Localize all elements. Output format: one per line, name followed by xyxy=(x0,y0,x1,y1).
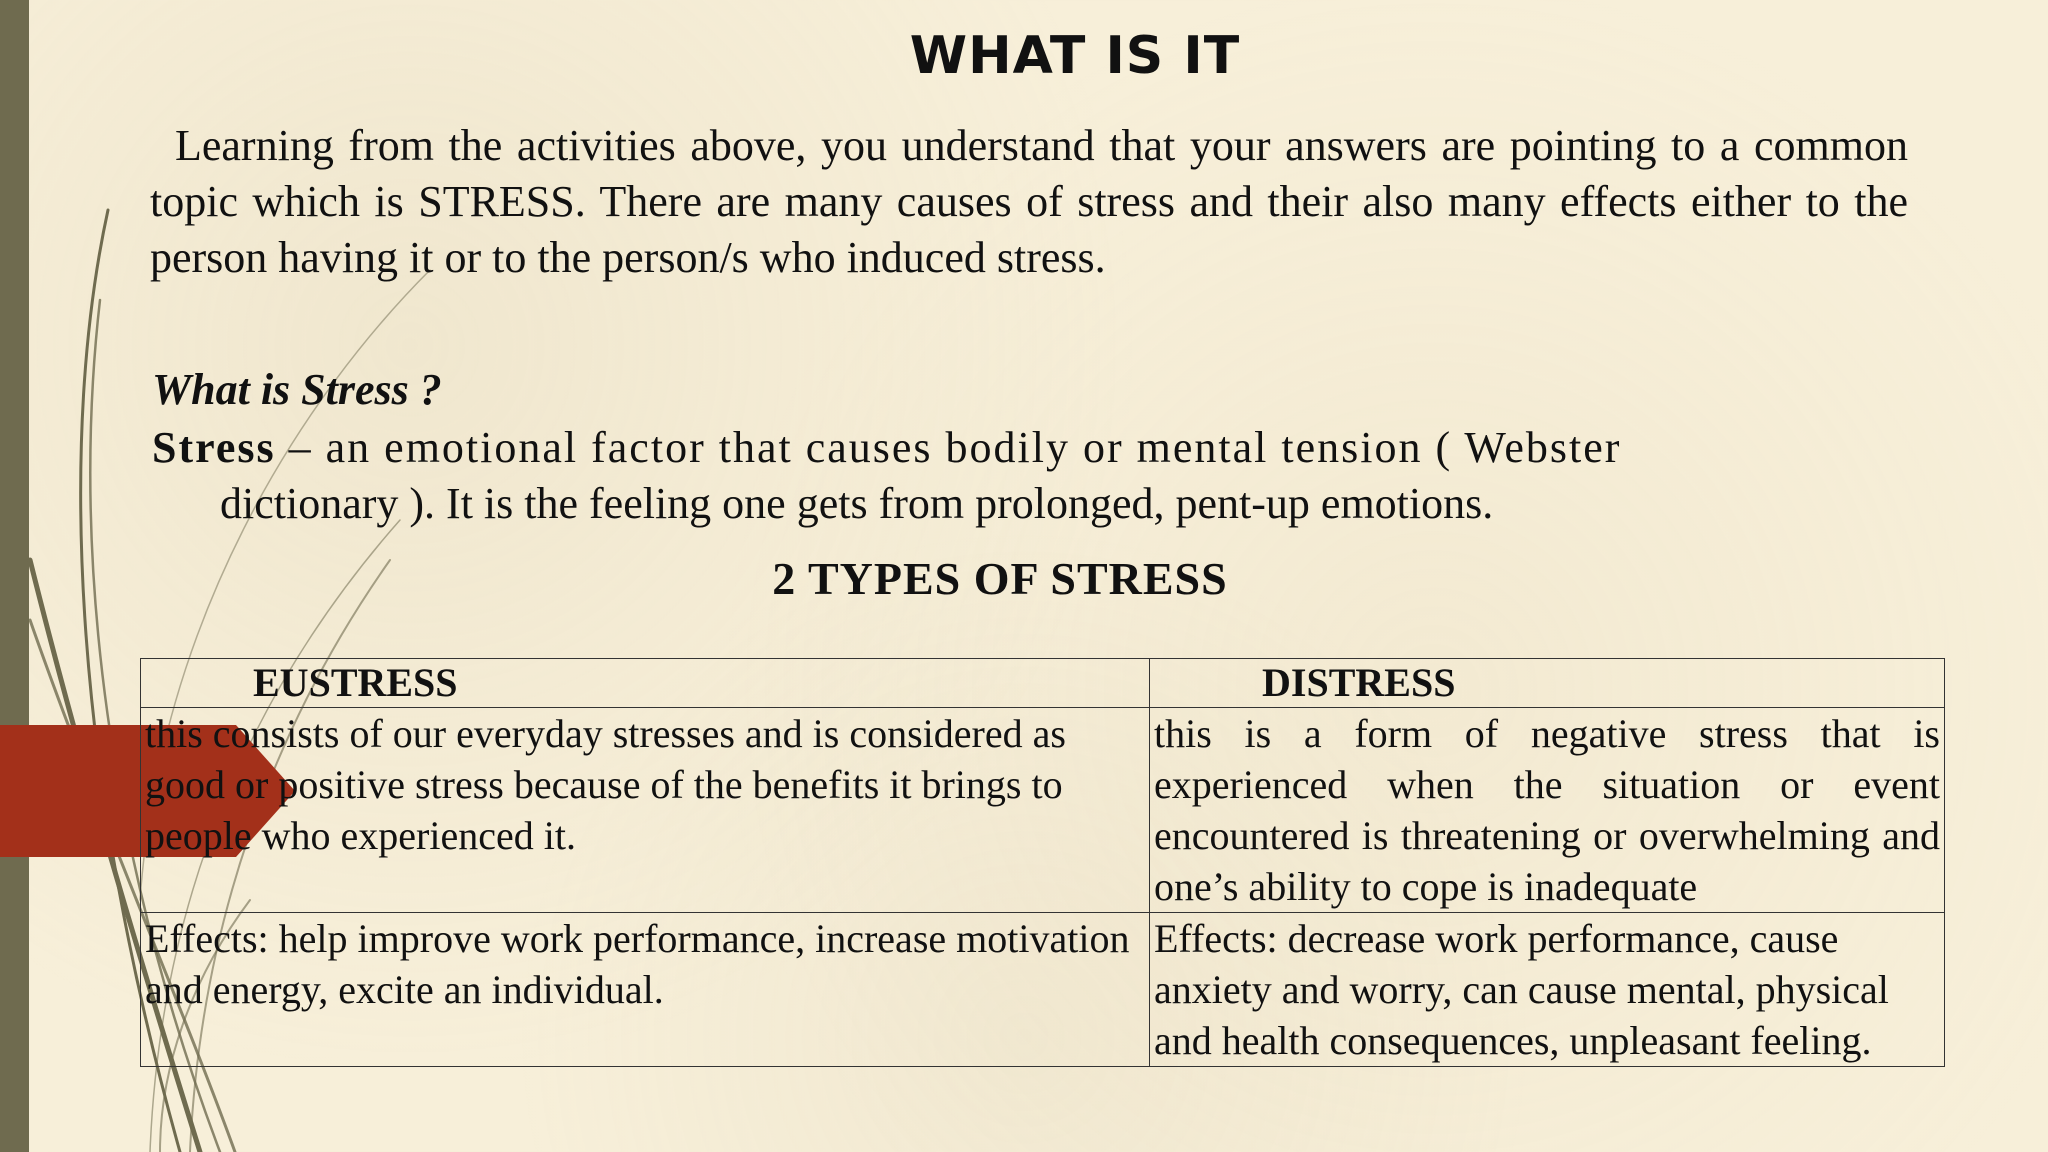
definition-term: Stress xyxy=(152,423,276,472)
definition-line-1: – an emotional factor that causes bodily or mental tension ( Webster xyxy=(275,423,1622,472)
table-row xyxy=(141,913,1945,1067)
intro-paragraph: Learning from the activities above, you understand that your answers are pointing to a common topic which is STRESS. There are many causes of stress and their also many effects either to the person having it or to the person/s who induced stress. xyxy=(150,121,1908,282)
distress-header: DISTRESS xyxy=(1150,659,1945,708)
distress-effects: Effects: decrease work performance, cause anxiety and worry, can cause mental, physical and health consequences, unpleasant feeling. xyxy=(1150,913,1945,1067)
distress-description: this is a form of negative stress that is experienced when the situation or event encountered is threatening or overwhelming and one’s ability to cope is inadequate xyxy=(1150,708,1945,913)
stress-types-table xyxy=(140,658,1945,1067)
eustress-effects: Effects: help improve work performance, increase motivation and energy, excite an individual. xyxy=(141,913,1150,1067)
table-row xyxy=(141,708,1945,913)
eustress-header: EUSTRESS xyxy=(141,659,1150,708)
stress-definition xyxy=(152,420,1908,532)
table-header-row xyxy=(141,659,1945,708)
eustress-description: this consists of our everyday stresses and is considered as good or positive stress because of the benefits it brings to people who experienced it. xyxy=(141,708,1150,913)
definition-line-2: dictionary ). It is the feeling one gets from prolonged, pent-up emotions. xyxy=(220,479,1494,528)
slide-title: WHAT IS IT xyxy=(909,26,1241,86)
types-heading: 2 TYPES OF STRESS xyxy=(772,553,1228,604)
stress-question: What is Stress ? xyxy=(152,365,442,414)
